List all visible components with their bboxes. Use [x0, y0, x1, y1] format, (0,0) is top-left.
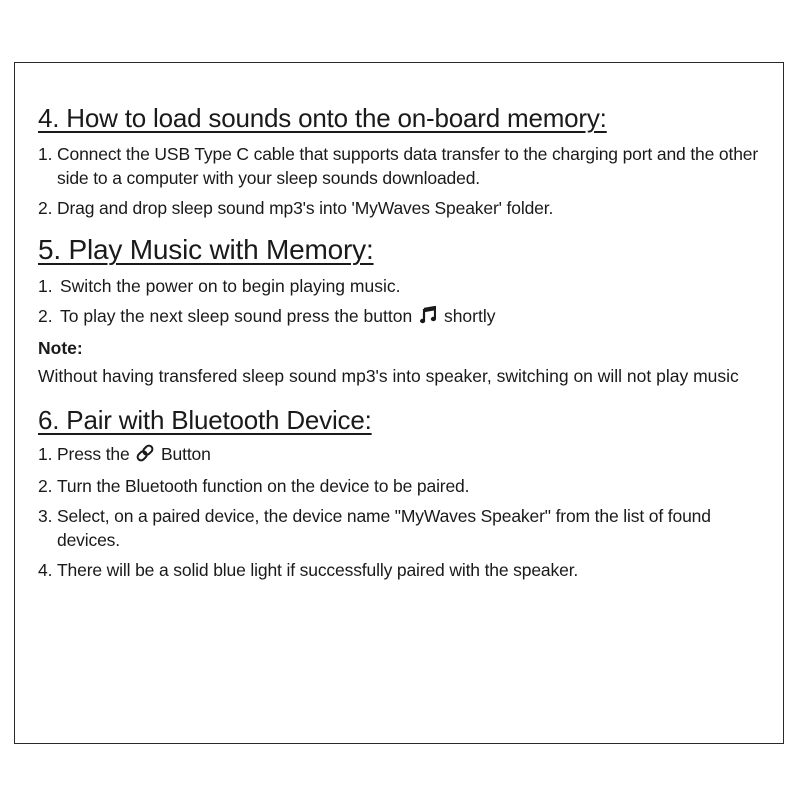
manual-content	[38, 98, 768, 588]
step-text-with-icon	[57, 442, 768, 468]
step-text: Connect the USB Type C cable that supports data transfer to the charging port and the other side to a computer with your sleep sounds downloaded.	[57, 144, 759, 188]
step-number: 4.	[38, 560, 53, 580]
step-number: 1.	[38, 276, 53, 296]
step-text: Switch the power on to begin playing music.	[60, 276, 401, 296]
list-item	[38, 442, 768, 468]
step-text-after: shortly	[443, 306, 496, 326]
step-text-before: To play the next sleep sound press the button	[60, 306, 413, 326]
list-item	[38, 504, 768, 552]
step-text: Drag and drop sleep sound mp3's into 'MyWaves Speaker' folder.	[57, 198, 554, 218]
note-text: Without having transfered sleep sound mp3's into speaker, switching on will not play music	[38, 366, 739, 386]
play-music-steps	[38, 274, 768, 330]
step-number: 2.	[38, 306, 53, 326]
step-text: There will be a solid blue light if successfully paired with the speaker.	[57, 560, 579, 580]
step-text-before: Press the	[57, 444, 130, 464]
list-item	[38, 474, 768, 498]
step-text: Select, on a paired device, the device name "MyWaves Speaker" from the list of found devices.	[57, 506, 711, 550]
step-text-after: Button	[161, 444, 211, 464]
list-item	[38, 274, 768, 298]
list-item	[38, 142, 768, 190]
step-text-with-icon	[60, 304, 768, 330]
list-item	[38, 558, 768, 582]
bluetooth-steps	[38, 442, 768, 582]
step-number: 1.	[38, 444, 53, 464]
step-number: 1.	[38, 144, 53, 164]
step-number: 2.	[38, 476, 53, 496]
load-sounds-steps	[38, 142, 768, 220]
link-icon	[135, 444, 155, 468]
step-number: 2.	[38, 198, 53, 218]
note-label: Note:	[38, 338, 83, 358]
list-item	[38, 304, 768, 330]
section-heading-play-music: 5. Play Music with Memory:	[38, 234, 374, 265]
step-text: Turn the Bluetooth function on the device to be paired.	[57, 476, 470, 496]
step-number: 3.	[38, 506, 53, 526]
section-heading-load-sounds: 4. How to load sounds onto the on-board memory:	[38, 103, 607, 133]
list-item	[38, 196, 768, 220]
section-heading-bluetooth: 6. Pair with Bluetooth Device:	[38, 405, 372, 435]
music-note-icon	[420, 306, 436, 330]
